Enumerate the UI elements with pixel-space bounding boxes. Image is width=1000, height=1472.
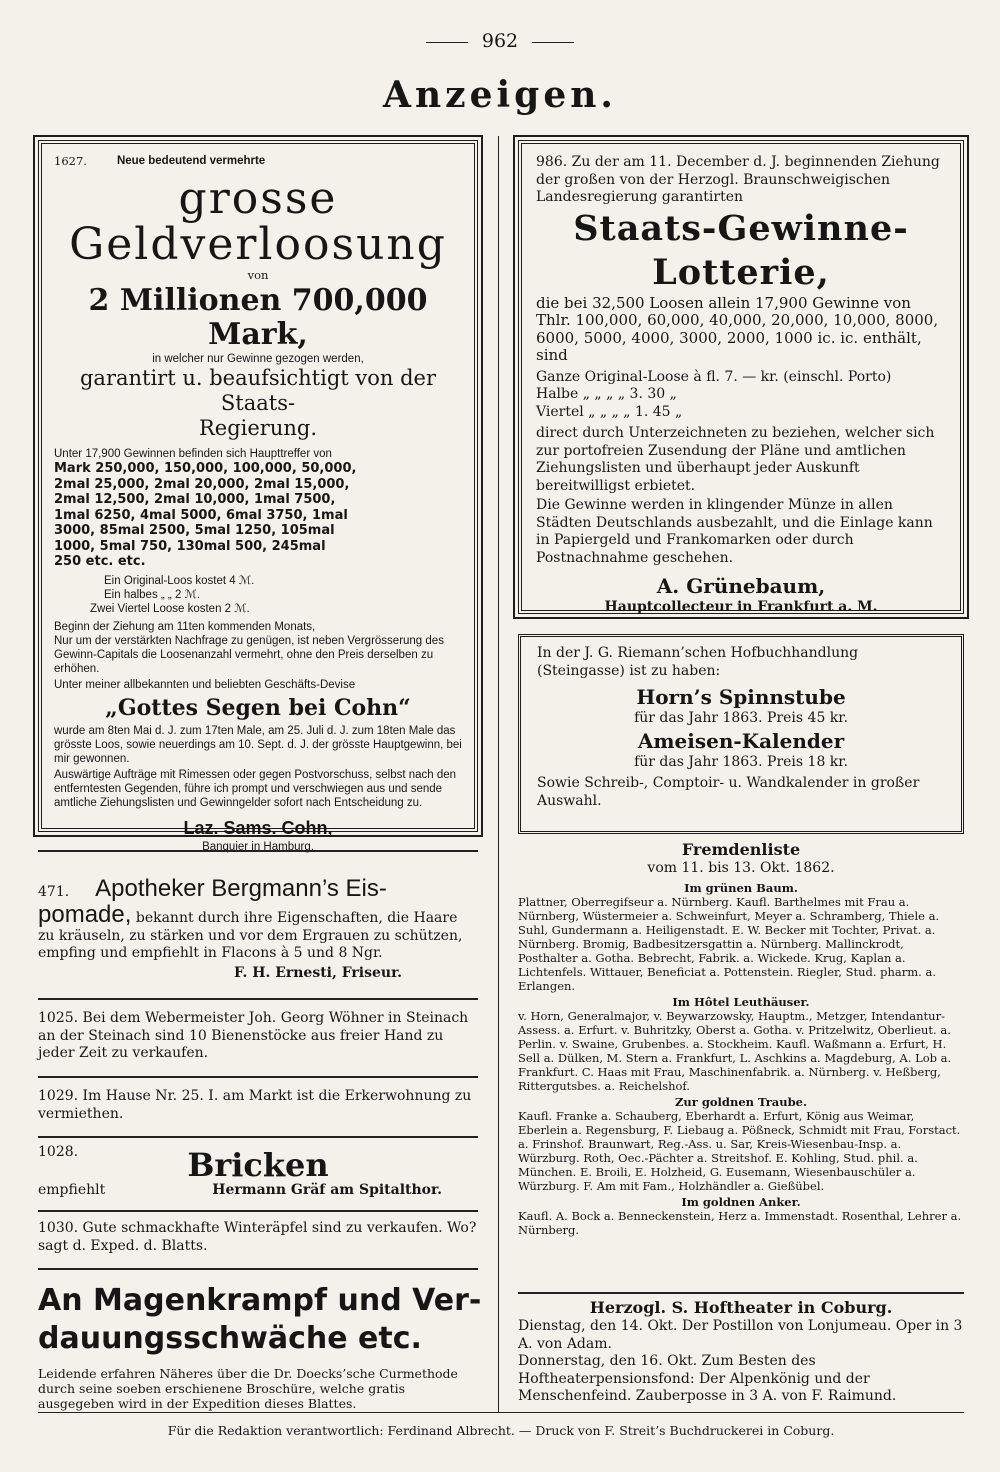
- ad-text: Auswärtige Aufträge mit Rimessen oder gegen Postvorschuss, selbst nach den entferntesten Gegenden, führe ich prompt und verschwiegen aus und sende amtliche Ziehungslisten und Gewinngelder sofort nach Entscheidung zu.: [54, 768, 457, 809]
- ad-text: bekannt durch ihre Eigenschaften, die Haare zu kräuseln, zu stärken und vor dem Ergrauen zu schützen, empfing und empfiehlt in Flacons à 5 und 8 Ngr.: [38, 910, 463, 961]
- price-line: Halbe „ „ „ „ 3. 30 „: [536, 386, 677, 402]
- ad-signature: A. Grünebaum,: [656, 574, 826, 598]
- lottery-ad-cohn: [38, 140, 478, 853]
- ad-headline: Staats-Gewinne-Lotterie,: [573, 207, 909, 293]
- prize-line: 250 etc. etc.: [54, 554, 146, 569]
- prize-line: 1mal 6250, 4mal 5000, 6mal 3750, 1mal: [54, 507, 348, 523]
- theater-title: Herzogl. S. Hoftheater in Coburg.: [589, 1298, 893, 1317]
- apples-ad: 1030. Gute schmackhafte Winteräpfel sind zu verkaufen. Wo? sagt d. Exped. d. Blatts.: [38, 1220, 477, 1254]
- ad-text: Die Gewinne werden in klingender Münze in allen Städten Deutschlands ausbezahlt, und die Einlage kann in Papiergeld und Frankomarken oder durch Postnachnahme geschehen.: [536, 497, 933, 566]
- ad-text: Sowie Schreib-, Comptoir- u. Wandkalender in großer Auswahl.: [537, 775, 920, 809]
- prize-line: 2mal 12,500, 2mal 10,000, 1mal 7500,: [54, 492, 336, 507]
- divider: [38, 1136, 478, 1138]
- ad-text: empfiehlt: [38, 1181, 106, 1198]
- prize-line: 1000, 5mal 750, 130mal 500, 245mal: [54, 538, 326, 554]
- hotel-name: Zur goldnen Traube.: [675, 1094, 807, 1109]
- ad-text: Unter meiner allbekannten und beliebten Geschäfts-Devise: [54, 678, 356, 691]
- prize-line: 3000, 85mal 2500, 5mal 1250, 105mal: [54, 523, 335, 538]
- book-title: Ameisen-Kalender: [637, 728, 845, 753]
- hotel-guests: Plattner, Oberregifseur a. Nürnberg. Kaufl. Barthelmes mit Frau a. Nürnberg, Wüstermeier a. Schweinfurt, Meyer a. Schramberg, Thiele a. Suhl, Gundermann a. Heiligenstadt. E. W. Becker mit Tochter, Privat. a. Nürnberg. Bromig, Badbesitzersgattin a. Nürnberg. Mallinckrodt, Posthalter a. Gotha. Bebrecht, Fabrik. a. Wickede. Krug, Kaplan a. Lichtenfels. Wittauer, Beneficiat a. Pottenstein. Riegler, Stud. pharm. a. Erlangen.: [518, 894, 940, 993]
- ad-headline: Apotheker Bergmann’s Eis-: [95, 875, 387, 902]
- ad-text: Beginn der Ziehung am 11ten kommenden Monats,: [54, 620, 316, 633]
- ad-motto: „Gottes Segen bei Cohn“: [105, 694, 411, 721]
- divider: [38, 998, 478, 1000]
- price-line: Ganze Original-Loose à fl. 7. — kr. (einschl. Porto): [536, 368, 892, 385]
- beehive-ad: 1025. Bei dem Webermeister Joh. Georg Wöhner in Steinach an der Steinach sind 10 Bienenstöcke aus freier Hand zu jeder Zeit zu verkaufen.: [38, 1010, 469, 1061]
- theater-notice: [518, 1298, 964, 1406]
- ad-text: direct durch Unterzeichneten zu beziehen, welcher sich zur portofreien Zusendung der Pläne und amtlichen Ziehungslisten und überhaupt jeder Auskunft bereitwilligst erbietet.: [536, 425, 935, 494]
- ad-signature: Hermann Gräf am Spitalthor.: [212, 1181, 442, 1198]
- ad-text: wurde am 8ten Mai d. J. zum 17ten Male, am 25. Juli d. J. zum 18ten Male das grösste Loos, sowie neuerdings am 10. Sept. d. J. der grösste Hauptgewinn, bei mir gewonnen.: [54, 724, 462, 765]
- bricks-ad: [38, 1144, 478, 1199]
- price-line: Zwei Viertel Loose kosten 2 ℳ.: [90, 602, 250, 615]
- book-title: Horn’s Spinnstube: [636, 685, 846, 709]
- page-number: 962: [0, 30, 1000, 52]
- footer-imprint: Für die Redaktion verantwortlich: Ferdinand Albrecht. — Druck von F. Streit’s Buchdruckerei in Coburg.: [167, 1423, 835, 1438]
- ad-number: 1627.: [54, 154, 87, 168]
- divider: [38, 1268, 478, 1270]
- price-line: Ein Original-Loos kostet 4 ℳ.: [104, 574, 255, 587]
- ad-headline: Bricken: [187, 1145, 329, 1184]
- price-line: Ein halbes „ „ 2 ℳ.: [104, 588, 201, 601]
- ad-von: von: [247, 268, 269, 282]
- book-price: für das Jahr 1863. Preis 18 kr.: [634, 753, 848, 770]
- divider: [38, 1210, 478, 1212]
- ad-signature: F. H. Ernesti, Friseur.: [233, 964, 403, 981]
- price-line: Viertel „ „ „ „ 1. 45 „: [536, 403, 683, 420]
- ad-text: In der J. G. Riemann’schen Hofbuchhandlung (Steingasse) ist zu haben:: [537, 645, 859, 679]
- ad-text: Leidende erfahren Näheres über die Dr. Doecks’sche Curmethode durch seine soeben erschienene Broschüre, welche gratis ausgegeben wird in der Expedition dieses Blattes.: [38, 1366, 458, 1411]
- ad-amount: 2 Millionen 700,000 Mark,: [88, 283, 428, 352]
- hotel-name: Im goldnen Anker.: [681, 1194, 801, 1209]
- ad-headline: An Magenkrampf und Ver-: [38, 1283, 482, 1318]
- hotel-name: Im Hôtel Leuthäuser.: [672, 994, 810, 1009]
- ad-number: 1028.: [38, 1144, 79, 1160]
- hotel-guests: Kaufl. A. Bock a. Benneckenstein, Herz a. Immenstadt. Rosenthal, Lehrer a. Nürnberg.: [518, 1208, 962, 1237]
- ad-text: die bei 32,500 Loosen allein 17,900 Gewinne von Thlr. 100,000, 60,000, 40,000, 20,000, 10,000, 8000, 6000, 5000, 4000, 3000, 2000, 1000 ic. ic. enthält, sind: [536, 293, 939, 364]
- ad-signature-title: Hauptcollecteur in Frankfurt a. M.: [604, 599, 878, 615]
- ad-headline: grosse Geldverloosung: [69, 173, 447, 270]
- hotel-guests: v. Horn, Generalmajor, v. Beywarzowsky, Hauptm., Metzger, Intendantur-Assess. a. Erfurt. v. Buhritzky, Oberst a. Gotha. v. Pritzelwitz, Oberlieut. a. Perlin. v. Swaine, Grubenbes. a. Stockheim. Kaufl. Waßmann a. Erfurt, H. Sell a. Dülken, M. Stern a. Frankfurt, L. Aschkins a. Magdeburg, A. Lob a. Frankfurt. C. Haas mit Frau, Maschinenfabrik. a. Nürnberg. v. Heßberg, Rittergutsbes. a. Reichelshof.: [518, 1008, 952, 1093]
- list-dates: vom 11. bis 13. Okt. 1862.: [647, 860, 835, 876]
- apartment-ad: 1029. Im Hause Nr. 25. I. am Markt ist die Erkerwohnung zu vermiethen.: [38, 1088, 472, 1122]
- prize-intro: Unter 17,900 Gewinnen befinden sich Haupttreffer von: [54, 448, 332, 460]
- ad-headline-2: pomade,: [38, 901, 132, 928]
- riemann-ad: [518, 634, 964, 834]
- footer-rule: [38, 1412, 964, 1413]
- ad-headline-2: dauungsschwäche etc.: [38, 1321, 422, 1356]
- ad-signature: Laz. Sams. Cohn,: [183, 817, 333, 838]
- pomade-ad: [38, 874, 478, 982]
- column-divider: [498, 136, 499, 1412]
- ad-guarantee: garantirt u. beaufsichtigt von der Staats-: [79, 366, 437, 415]
- visitor-list: [518, 840, 964, 1237]
- prize-line: Mark 250,000, 150,000, 100,000, 50,000,: [54, 461, 357, 476]
- hotel-name: Im grünen Baum.: [684, 880, 798, 895]
- prize-line: 2mal 25,000, 2mal 20,000, 2mal 15,000,: [54, 476, 350, 492]
- ad-guarantee-2: Regierung.: [198, 416, 318, 440]
- ad-text: Nur um der verstärkten Nachfrage zu genügen, ist neben Vergrösserung des Gewinn-Capitals die Loosenanzahl vermehrt, ohne den Preis derselben zu erhöhen.: [54, 634, 444, 675]
- lottery-ad-gruenebaum: [518, 140, 964, 614]
- theater-text: Donnerstag, den 16. Okt. Zum Besten des Hoftheaterpensionsfond: Der Alpenkönig und der Menschenfeind. Zauberposse in 3 A. von F. Raimund.: [518, 1353, 897, 1404]
- ad-intro: Neue bedeutend vermehrte: [116, 155, 266, 167]
- list-title: Fremdenliste: [681, 840, 801, 859]
- stomach-ad: [38, 1282, 484, 1411]
- divider: [38, 1076, 478, 1078]
- divider: [38, 850, 478, 852]
- ad-text: 986. Zu der am 11. December d. J. beginnenden Ziehung der großen von der Herzogl. Braunschweigischen Landesregierung garantirten: [536, 154, 940, 205]
- hotel-guests: Kaufl. Franke a. Schauberg, Eberhardt a. Erfurt, König aus Weimar, Eberlein a. Regensburg, F. Liebaug a. Pößneck, Schmidt mit Frau, Forstact. a. Frinshof. Braunwart, Reg.-Ass. u. Sar, Kreis-Wiesenbau-Insp. a. Würzburg. Roth, Oec.-Pächter a. Streitshof. E. Kohling, Stud. phil. a. München. E. Broili, E. Holzheid, G. Eusemann, Wiesenbauschüler a. Würzburg. F. Am mit Fam., Holzhändler a. Gießübel.: [518, 1108, 961, 1193]
- ad-number: 471.: [38, 884, 70, 900]
- divider: [518, 1292, 964, 1294]
- theater-text: Dienstag, den 14. Okt. Der Postillon von Lonjumeau. Oper in 3 A. von Adam.: [518, 1318, 963, 1352]
- book-price: für das Jahr 1863. Preis 45 kr.: [634, 710, 848, 726]
- ad-sub: in welcher nur Gewinne gezogen werden,: [152, 353, 364, 365]
- ad-signature-title: Banquier in Hamburg.: [202, 840, 314, 853]
- section-title: Anzeigen.: [383, 74, 617, 116]
